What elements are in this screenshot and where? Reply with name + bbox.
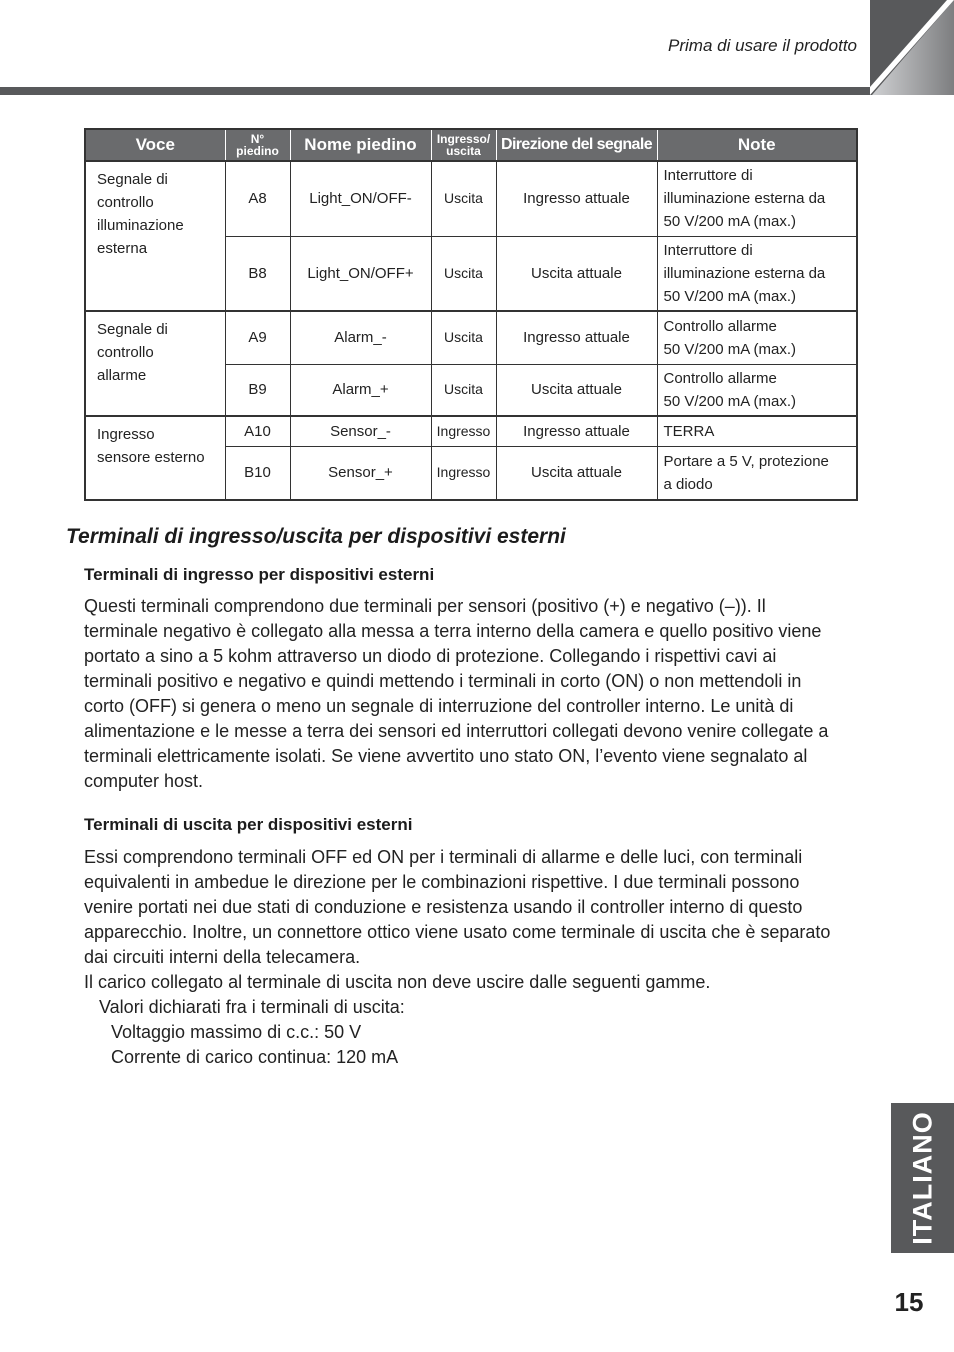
header-note: Note [657, 129, 857, 161]
output-terminals-paragraph [84, 845, 864, 1070]
io-cell: Uscita [431, 364, 496, 416]
pin-name-cell: Light_ON/OFF+ [290, 236, 431, 311]
paragraph-line: Questi terminali comprendono due terminali per sensori (positivo (+) e negativo (–)). Il [84, 596, 766, 616]
note-cell: Interruttore di illuminazione esterna da 50 V/200 mA (max.) [657, 236, 857, 311]
table-row [85, 161, 857, 236]
direction-cell: Ingresso attuale [496, 161, 657, 236]
paragraph-line: dai circuiti interni della telecamera. [84, 947, 361, 967]
load-current-value: Corrente di carico continua: 120 mA [111, 1047, 399, 1067]
language-tab [891, 1103, 954, 1253]
max-voltage-value: Voltaggio massimo di c.c.: 50 V [111, 1022, 362, 1042]
header-voce: Voce [85, 129, 225, 161]
header-pin-number: N° piedino [225, 129, 290, 161]
paragraph-line: Essi comprendono terminali OFF ed ON per i terminali di allarme e delle luci, con terminali [84, 847, 803, 867]
output-terminals-heading: Terminali di uscita per dispositivi esterni [84, 815, 413, 834]
header-io: Ingresso/ uscita [431, 129, 496, 161]
input-terminals-heading: Terminali di ingresso per dispositivi esterni [84, 565, 435, 584]
paragraph-line: terminale negativo è collegato alla messa a terra interno della camera e quello positivo viene [84, 621, 822, 641]
voce-cell: Ingresso sensore esterno [85, 416, 225, 500]
pin-name-cell: Alarm_- [290, 311, 431, 364]
direction-cell: Uscita attuale [496, 446, 657, 500]
input-terminals-paragraph [84, 594, 864, 794]
direction-cell: Ingresso attuale [496, 311, 657, 364]
paragraph-line: equivalenti in ambedue le direzione per le combinazioni rispettive. I due terminali possono [84, 872, 800, 892]
voce-cell: Segnale di controllo illuminazione esterna [85, 161, 225, 311]
section-title: Terminali di ingresso/uscita per dispositivi esterni [66, 525, 566, 548]
running-header: Prima di usare il prodotto [668, 36, 857, 55]
pin-cell: A10 [225, 416, 290, 446]
pin-table [84, 128, 858, 501]
pin-cell: B10 [225, 446, 290, 500]
note-cell: Controllo allarme 50 V/200 mA (max.) [657, 364, 857, 416]
direction-cell: Ingresso attuale [496, 416, 657, 446]
note-cell: Controllo allarme 50 V/200 mA (max.) [657, 311, 857, 364]
direction-cell: Uscita attuale [496, 364, 657, 416]
table-row [85, 311, 857, 364]
paragraph-line: Il carico collegato al terminale di uscita non deve uscire dalle seguenti gamme. [84, 972, 711, 992]
paragraph-line: computer host. [84, 771, 204, 791]
note-cell: TERRA [657, 416, 857, 446]
voce-cell: Segnale di controllo allarme [85, 311, 225, 416]
corner-tab-decoration [870, 0, 954, 95]
paragraph-line: corto (OFF) si genera o meno un segnale di interruzione del controller interno. Le unità di [84, 696, 794, 716]
io-cell: Uscita [431, 236, 496, 311]
rated-values-label: Valori dichiarati fra i terminali di uscita: [99, 997, 405, 1017]
header-rule [0, 87, 872, 95]
paragraph-line: terminali positivo e negativo e quindi mettendo i terminali in corto (ON) o non mettendoli in [84, 671, 802, 691]
language-tab-label: ITALIANO [907, 1111, 937, 1245]
header-pin-name: Nome piedino [290, 129, 431, 161]
note-cell: Portare a 5 V, protezione a diodo [657, 446, 857, 500]
paragraph-line: alimentazione e le messe a terra dei sensori ed interruttori collegati devono venire collegate a [84, 721, 829, 741]
io-cell: Ingresso [431, 446, 496, 500]
paragraph-line: apparecchio. Inoltre, un connettore ottico viene usato come terminale di uscita che è separato [84, 922, 831, 942]
direction-cell: Uscita attuale [496, 236, 657, 311]
table-header-row [85, 129, 857, 161]
note-cell: Interruttore di illuminazione esterna da 50 V/200 mA (max.) [657, 161, 857, 236]
pin-name-cell: Light_ON/OFF- [290, 161, 431, 236]
io-cell: Uscita [431, 311, 496, 364]
pin-cell: B9 [225, 364, 290, 416]
table-row [85, 416, 857, 446]
paragraph-line: portato a sino a 5 kohm attraverso un diodo di protezione. Collegando i rispettivi cavi ai [84, 646, 777, 666]
paragraph-line: terminali elettricamente isolati. Se viene avvertito uno stato ON, l’evento viene segnalato al [84, 746, 808, 766]
pin-name-cell: Alarm_+ [290, 364, 431, 416]
header-signal-direction: Direzione del segnale [496, 129, 657, 161]
pin-name-cell: Sensor_+ [290, 446, 431, 500]
page-number: 15 [894, 1287, 924, 1317]
io-cell: Ingresso [431, 416, 496, 446]
pin-cell: B8 [225, 236, 290, 311]
pin-cell: A9 [225, 311, 290, 364]
pin-cell: A8 [225, 161, 290, 236]
pin-name-cell: Sensor_- [290, 416, 431, 446]
io-cell: Uscita [431, 161, 496, 236]
paragraph-line: venire portati nei due stati di conduzione e resistenza usando il controller interno di questo [84, 897, 803, 917]
